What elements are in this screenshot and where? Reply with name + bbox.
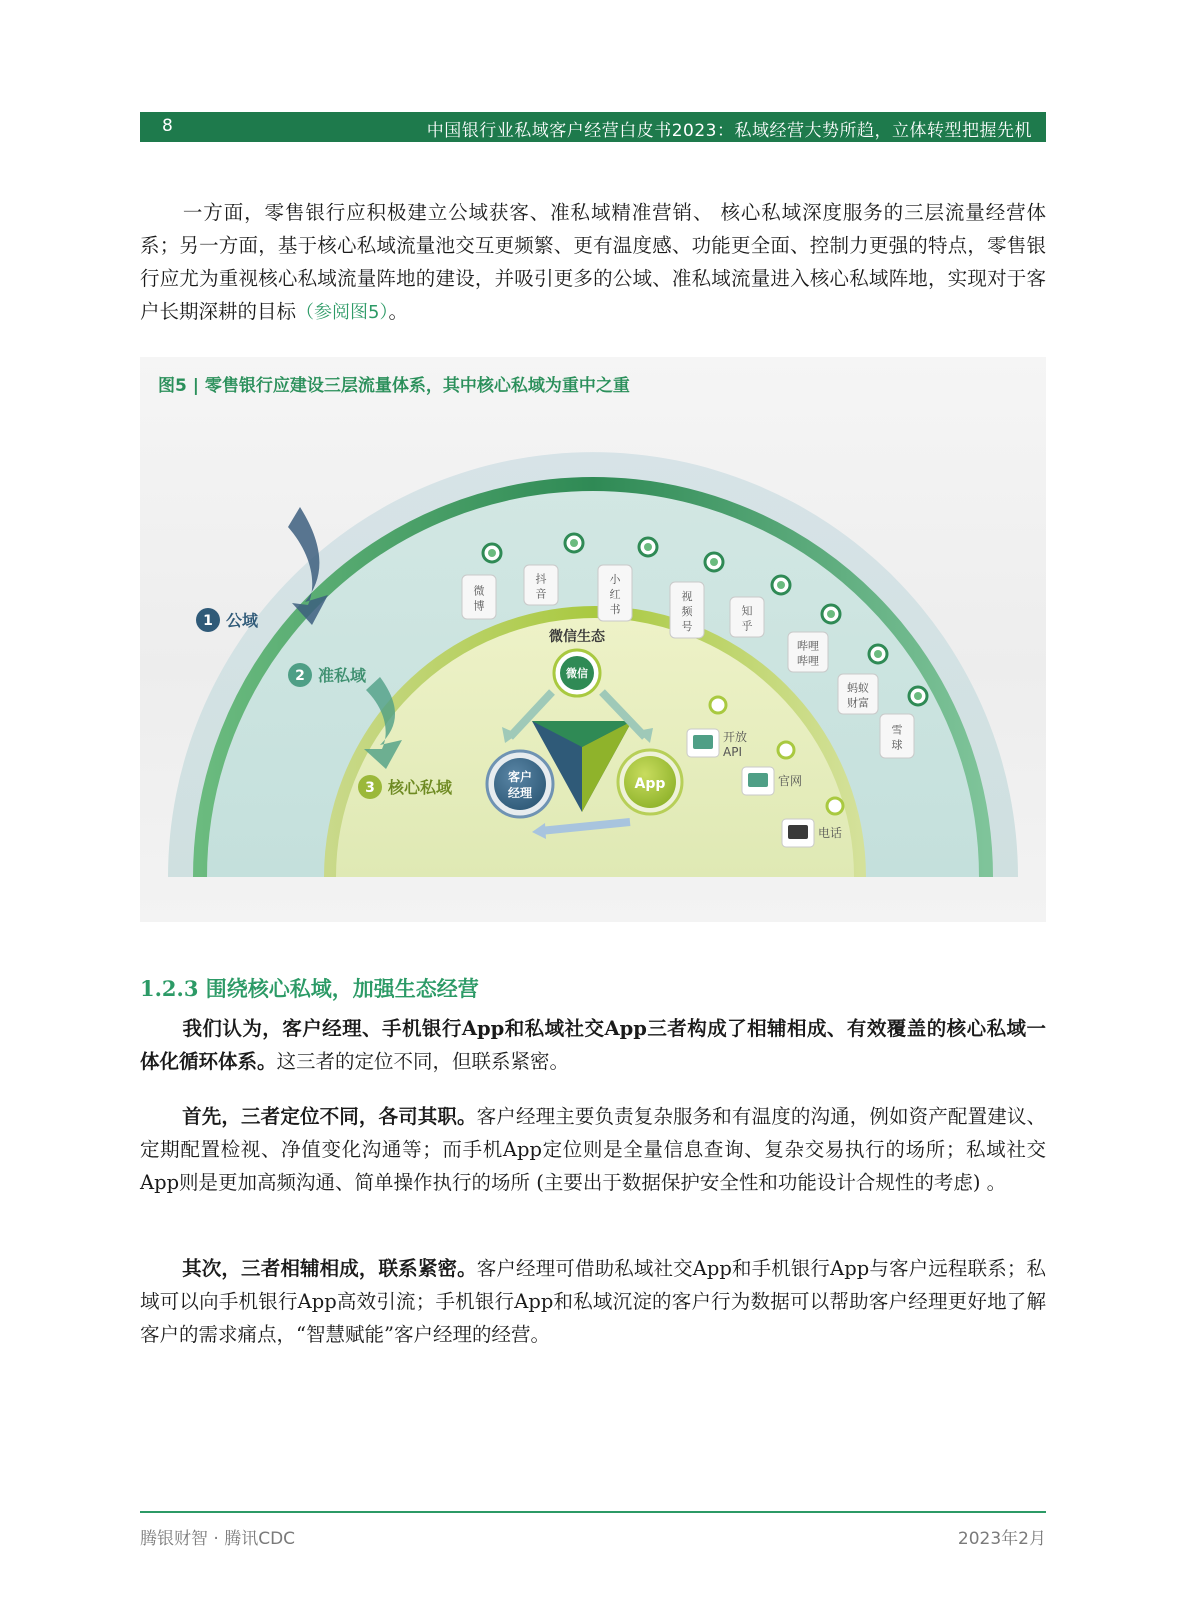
platform-label: 视 xyxy=(681,590,693,603)
platform-label: 博 xyxy=(473,599,485,613)
intro-end: 。 xyxy=(388,300,408,323)
channel-node xyxy=(710,697,726,713)
header-bar xyxy=(140,112,1046,142)
paragraph-3-text: 客户经理可借助私域社交App和手机银行App与客户远程联系；私域可以向手机银行App高效引流；手机银行App和私域沉淀的客户行为数据可以帮助客户经理更好地了解客户的需求痛点，“智慧赋能”客户经理的经营。 xyxy=(140,1257,1046,1346)
platform-label: 哔哩 xyxy=(797,654,819,668)
platform-label: 号 xyxy=(681,620,693,633)
paragraph-1-bold: 我们认为，客户经理、手机银行App和私域社交App三者构成了相辅相成、有效覆盖的核心私域一体化循环体系。 xyxy=(140,1017,1046,1073)
page-number: 8 xyxy=(162,116,173,136)
platform-label: 微 xyxy=(473,584,485,598)
platform-node-dot xyxy=(874,650,882,658)
platform-node-dot xyxy=(570,539,578,547)
body-paragraph-1 xyxy=(140,1012,1046,1078)
channel-label: API xyxy=(723,745,742,759)
platform-node-dot xyxy=(827,610,835,618)
body-paragraph-3 xyxy=(140,1252,1046,1351)
paragraph-3-bold: 其次，三者相辅相成，联系紧密。 xyxy=(182,1257,477,1280)
platform-label: 知 xyxy=(741,604,753,618)
channel-node xyxy=(778,742,794,758)
platform-node-dot xyxy=(777,581,785,589)
wechat-node-label: 微信 xyxy=(566,667,588,680)
platform-node-dot xyxy=(488,549,496,557)
app-node-label: App xyxy=(634,776,666,792)
channel-label: 官网 xyxy=(778,774,803,788)
channel-label: 电话 xyxy=(818,826,843,840)
platform-node-dot xyxy=(710,558,718,566)
traffic-layers-diagram xyxy=(140,357,1046,922)
paragraph-1-text: 这三者的定位不同，但联系紧密。 xyxy=(276,1050,570,1073)
footer-date: 2023年2月 xyxy=(957,1529,1046,1549)
footer-divider xyxy=(140,1511,1046,1513)
intro-text: 一方面，零售银行应积极建立公域获客、准私域精准营销、 核心私域深度服务的三层流量经营体系；另一方面，基于核心私域流量池交互更频繁、更有温度感、功能更全面、控制力更强的特点，零售银行应尤为重视核心私域流量阵地的建设，并吸引更多的公域、准私域流量进入核心私域阵地，实现对于客户长期深耕的目标 xyxy=(140,201,1046,323)
paragraph-2-bold: 首先，三者定位不同，各司其职。 xyxy=(182,1105,477,1128)
section-heading: 1.2.3 围绕核心私域，加强生态经营 xyxy=(140,976,479,1001)
intro-paragraph xyxy=(140,196,1046,329)
paragraph-2-text: 客户经理主要负责复杂服务和有温度的沟通，例如资产配置建议、定期配置检视、净值变化沟通等；而手机App定位则是全量信息查询、复杂交易执行的场所；私域社交App则是更加高频沟通、简单操作执行的场所 (主要出于数据保护安全性和功能设计合规性的考虑) 。 xyxy=(140,1105,1046,1194)
platform-label: 球 xyxy=(891,738,903,752)
manager-node xyxy=(494,758,546,810)
layer-1-number: 1 xyxy=(203,613,213,629)
manager-node-line1: 客户 xyxy=(507,770,533,784)
platform-label: 蚂蚁 xyxy=(847,681,869,695)
platform-label: 抖 xyxy=(535,572,547,586)
figure-title: 图5 | 零售银行应建设三层流量体系，其中核心私域为重中之重 xyxy=(158,376,630,396)
layer-3-label: 核心私域 xyxy=(388,778,453,797)
channel-label: 开放 xyxy=(723,730,748,744)
platform-label: 小 xyxy=(609,573,621,586)
layer-3-number: 3 xyxy=(365,780,375,796)
platform-label: 乎 xyxy=(741,619,753,633)
layer-2-label: 准私域 xyxy=(318,666,367,685)
figure-5 xyxy=(140,357,1046,922)
layer-1-label: 公域 xyxy=(226,611,259,630)
platform-node-dot xyxy=(644,543,652,551)
platform-label: 红 xyxy=(609,588,621,601)
body-paragraph-2 xyxy=(140,1100,1046,1199)
platform-label: 财富 xyxy=(847,696,869,710)
channel-node xyxy=(827,798,843,814)
platform-label: 书 xyxy=(609,603,621,616)
layer-label-1 xyxy=(196,608,259,632)
wechat-ecosystem-label: 微信生态 xyxy=(549,629,605,645)
layer-2-number: 2 xyxy=(295,668,305,684)
platform-label: 哔哩 xyxy=(797,639,819,653)
manager-node-line2: 经理 xyxy=(507,786,533,800)
document-title: 中国银行业私域客户经营白皮书2023：私域经营大势所趋，立体转型把握先机 xyxy=(426,121,1032,141)
platform-node-dot xyxy=(914,692,922,700)
platform-label: 雪 xyxy=(891,723,903,737)
layer-label-2 xyxy=(288,663,367,687)
footer-publisher: 腾银财智 · 腾讯CDC xyxy=(140,1529,296,1549)
layer-label-3 xyxy=(358,775,453,799)
platform-label: 音 xyxy=(535,587,547,601)
figure-reference-link[interactable]: （参阅图5） xyxy=(296,302,389,323)
platform-label: 频 xyxy=(681,605,693,618)
